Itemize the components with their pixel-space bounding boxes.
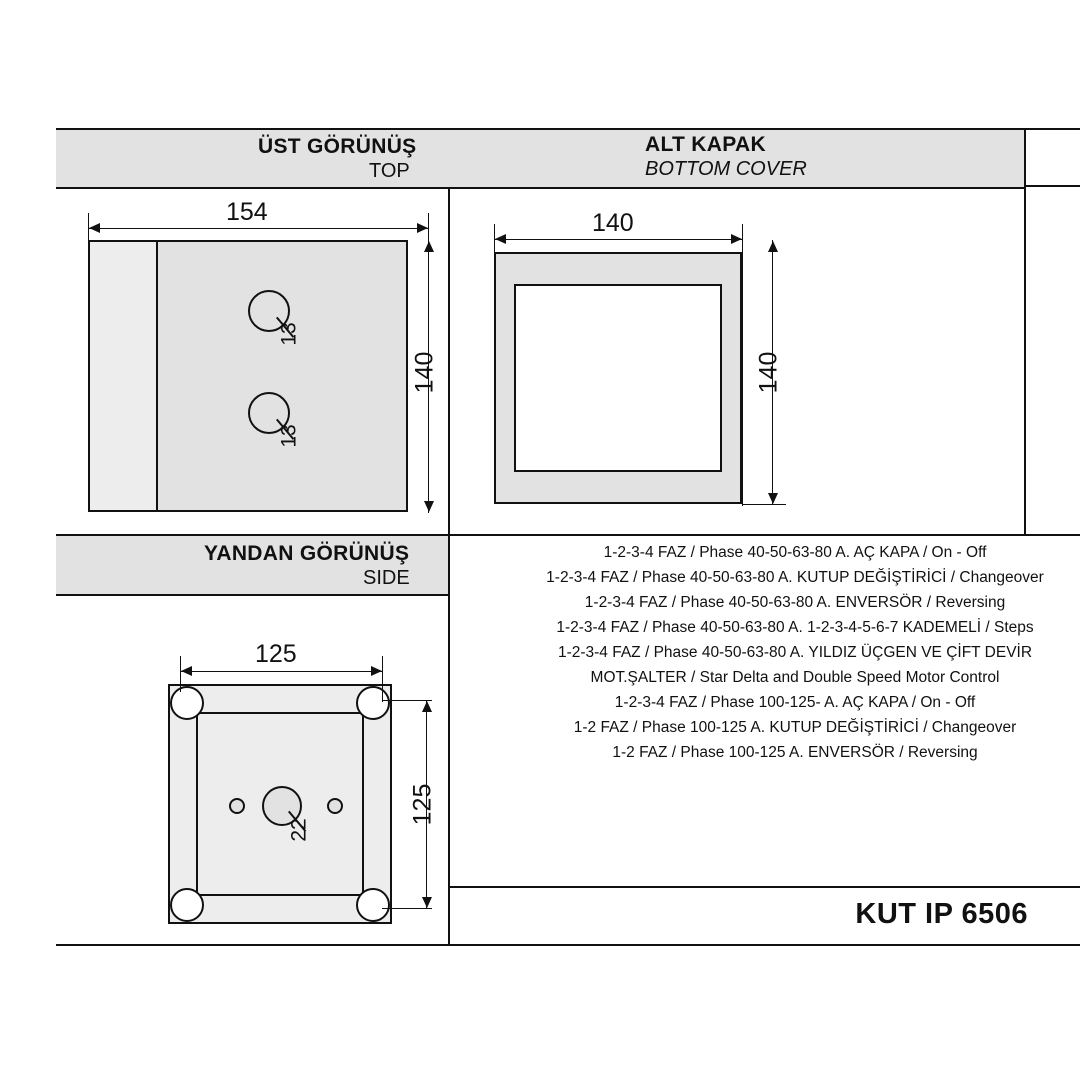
spec-line: MOT.ŞALTER / Star Delta and Double Speed Motor Control: [590, 669, 1000, 686]
bottom-cover-title-tr: ALT KAPAK: [645, 133, 766, 156]
bottom-cover-title-en: BOTTOM COVER: [645, 158, 807, 180]
top-view-height-label: 140: [410, 351, 439, 394]
side-view-height-arrow-up: [422, 701, 432, 712]
model-code: KUT IP 6506: [855, 898, 1028, 930]
side-view-height-arrow-down: [422, 897, 432, 908]
side-view-center-hole-label: 22: [287, 818, 311, 842]
top-view-hole-upper-label: 13: [277, 322, 301, 346]
frame-line-bottom-outer: [56, 944, 1080, 946]
top-view-left-strip: [88, 240, 158, 512]
side-view-corner-hole-bottom-left: [170, 888, 204, 922]
side-view-width-arrow-left: [181, 666, 192, 676]
spec-line: 1-2-3-4 FAZ / Phase 40-50-63-80 A. YILDIZ ÜÇGEN VE ÇİFT DEVİR: [557, 644, 1033, 661]
side-view-height-label: 125: [408, 783, 437, 826]
spec-line: 1-2-3-4 FAZ / Phase 40-50-63-80 A. 1-2-3-4-5-6-7 KADEMELİ / Steps: [556, 619, 1034, 636]
top-view-width-label: 154: [226, 198, 268, 226]
side-view-width-label: 125: [255, 640, 297, 668]
side-view-width-arrow-right: [371, 666, 382, 676]
spec-line: 1-2 FAZ / Phase 100-125 A. KUTUP DEĞİŞTİRİCİ / Changeover: [573, 719, 1017, 736]
frame-divider-vertical-left: [448, 128, 450, 946]
bottom-cover-height-arrow-down: [768, 493, 778, 504]
top-view-width-dimline: [88, 228, 429, 229]
top-view-title-en: TOP: [369, 160, 410, 182]
bottom-cover-height-label: 140: [754, 351, 783, 394]
side-view-ext-bottom-right: [382, 908, 432, 909]
side-view-ext-right: [382, 656, 383, 702]
bottom-cover-height-arrow-up: [768, 241, 778, 252]
bottom-cover-inner-cutout: [514, 284, 722, 472]
spec-line: 1-2 FAZ / Phase 100-125 A. ENVERSÖR / Reversing: [612, 744, 978, 761]
side-view-title-en: SIDE: [363, 567, 410, 589]
side-view-small-hole-left: [229, 798, 245, 814]
side-view-corner-hole-bottom-right: [356, 888, 390, 922]
side-view-width-dimline: [180, 671, 383, 672]
specifications-list: [540, 540, 1050, 765]
top-view-width-arrow-right: [417, 223, 428, 233]
bottom-cover-width-label: 140: [592, 209, 634, 237]
frame-line-specs-bottom: [448, 886, 1080, 888]
top-view-height-arrow-down: [424, 501, 434, 512]
side-view-corner-hole-top-left: [170, 686, 204, 720]
top-view-hole-lower-label: 13: [277, 424, 301, 448]
bottom-cover-ext-right: [742, 224, 743, 506]
bottom-cover-ext-bottom: [742, 504, 786, 505]
spec-line: 1-2-3-4 FAZ / Phase 40-50-63-80 A. KUTUP DEĞİŞTİRİCİ / Changeover: [546, 569, 1044, 586]
spec-line: 1-2-3-4 FAZ / Phase 40-50-63-80 A. AÇ KAPA / On - Off: [603, 544, 987, 561]
bottom-cover-width-arrow-right: [731, 234, 742, 244]
bottom-cover-width-arrow-left: [495, 234, 506, 244]
side-view-small-hole-right: [327, 798, 343, 814]
spec-line: 1-2-3-4 FAZ / Phase 100-125- A. AÇ KAPA / On - Off: [614, 694, 976, 711]
side-view-corner-hole-top-right: [356, 686, 390, 720]
frame-divider-vertical-right: [1024, 128, 1026, 534]
top-view-height-arrow-up: [424, 241, 434, 252]
top-view-width-arrow-left: [89, 223, 100, 233]
bottom-cover-width-dimline: [494, 239, 743, 240]
side-view-title-tr: YANDAN GÖRÜNÜŞ: [204, 542, 410, 565]
top-view-title-tr: ÜST GÖRÜNÜŞ: [258, 135, 417, 158]
spec-line: 1-2-3-4 FAZ / Phase 40-50-63-80 A. ENVERSÖR / Reversing: [584, 594, 1006, 611]
